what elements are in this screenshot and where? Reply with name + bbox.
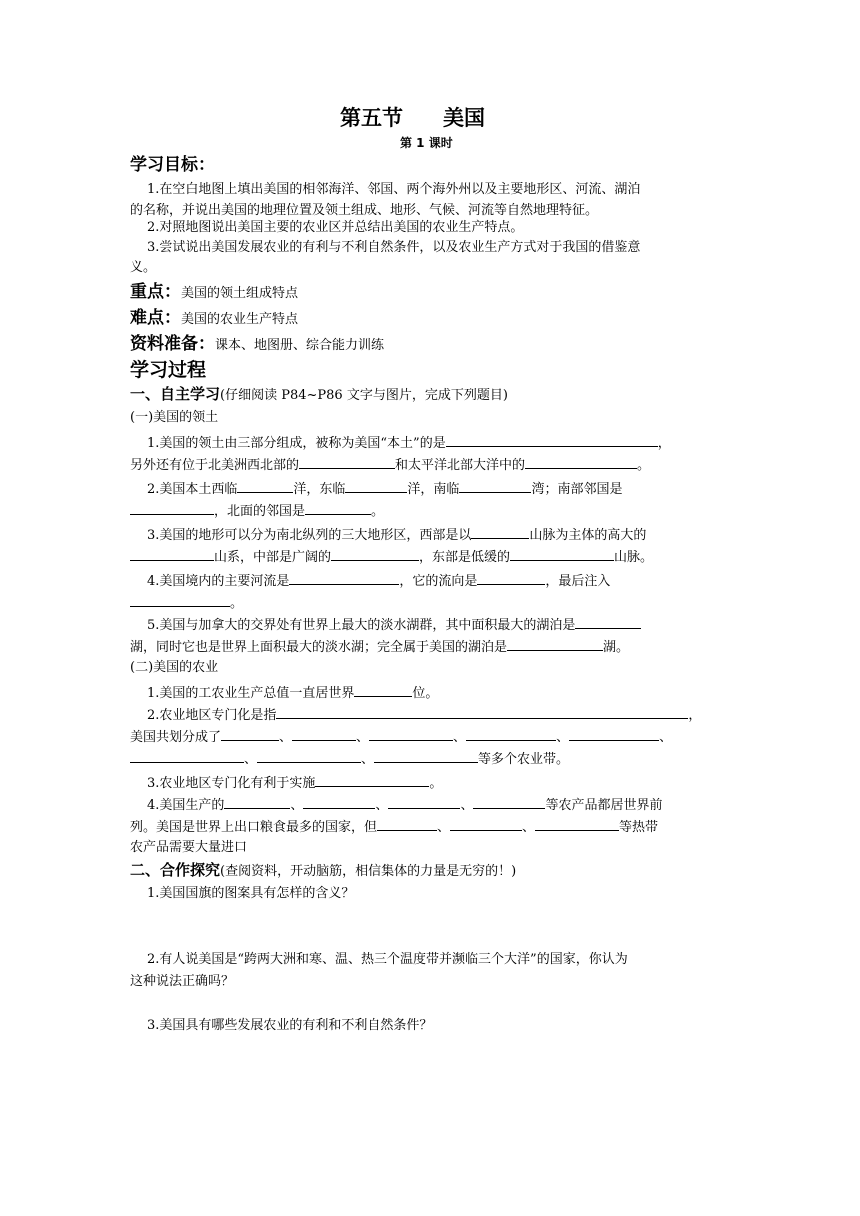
objective-1-line1: 1.在空白地图上填出美国的相邻海洋、邻国、两个海外州以及主要地形区、河流、湖泊 <box>147 182 641 197</box>
punct: 、 <box>356 730 370 745</box>
answer-blank[interactable] <box>292 726 356 741</box>
punct: 。 <box>230 596 244 611</box>
answer-blank[interactable] <box>289 570 399 585</box>
question-text: 3.美国的地形可以分为南北纵列的三大地形区，西部是以 <box>147 528 472 543</box>
question-text: 山系，中部是广阔的 <box>214 550 332 565</box>
punct: 、 <box>279 730 293 745</box>
answer-blank[interactable] <box>477 570 545 585</box>
country-label: 美国 <box>443 106 485 130</box>
agri-question-1 <box>147 682 438 704</box>
answer-blank[interactable] <box>130 500 214 515</box>
answer-blank[interactable] <box>374 748 478 763</box>
answer-blank[interactable] <box>575 614 641 629</box>
answer-blank[interactable] <box>388 794 460 809</box>
question-text: 5.美国与加拿大的交界处有世界上最大的淡水湖群，其中面积最大的湖泊是 <box>147 618 576 633</box>
part2-heading: 二、合作探究 <box>130 861 221 879</box>
question-text: 4.美国境内的主要河流是 <box>147 574 290 589</box>
question-text: 等多个农业带。 <box>478 752 570 767</box>
question-text: 和太平洋北部大洋中的 <box>395 458 526 473</box>
answer-blank[interactable] <box>369 726 453 741</box>
answer-blank[interactable] <box>130 546 214 561</box>
question-4-line1 <box>147 570 610 592</box>
answer-blank[interactable] <box>303 794 375 809</box>
materials-text: 课本、地图册、综合能力训练 <box>215 338 385 353</box>
question-text: 另外还有位于北美洲西北部的 <box>130 458 300 473</box>
materials-label: 资料准备： <box>130 334 215 354</box>
question-text: 湖，同时它也是世界上面积最大的淡水湖；完全属于美国的湖泊是 <box>130 640 508 655</box>
objective-3-line1: 3.尝试说出美国发展农业的有利与不利自然条件，以及农业生产方式对于我国的借鉴意 <box>147 240 641 255</box>
punct: ， <box>657 436 671 451</box>
answer-blank[interactable] <box>450 816 522 831</box>
punct: 、 <box>361 752 375 767</box>
question-text: 2.美国本土西临 <box>147 482 238 497</box>
answer-blank[interactable] <box>257 748 361 763</box>
question-text: ，北面的邻国是 <box>214 504 306 519</box>
question-text: 等农产品都居世界前 <box>545 798 663 813</box>
difficulty <box>130 308 298 330</box>
answer-blank[interactable] <box>471 524 529 539</box>
agri-question-4-line1 <box>147 794 662 816</box>
question-text: 等热带 <box>619 820 659 835</box>
explore-question-3: 3.美国具有哪些发展农业的有利和不利自然条件？ <box>147 1018 433 1033</box>
answer-blank[interactable] <box>535 816 619 831</box>
answer-blank[interactable] <box>507 636 603 651</box>
answer-blank[interactable] <box>466 726 556 741</box>
objectives-heading: 学习目标： <box>130 155 215 175</box>
agri-question-4-line2 <box>130 816 658 838</box>
agri-question-2-line3 <box>130 748 569 770</box>
question-text: ，最后注入 <box>545 574 611 589</box>
question-1-line1 <box>147 432 671 454</box>
answer-blank[interactable] <box>305 500 371 515</box>
answer-blank[interactable] <box>276 704 688 719</box>
part2-heading-line <box>130 860 516 882</box>
question-text: 湖。 <box>603 640 630 655</box>
agri-question-3 <box>147 772 442 794</box>
section-label: 第五节 <box>340 106 403 130</box>
answer-blank[interactable] <box>130 748 244 763</box>
part1-heading-line <box>130 384 508 406</box>
agri-question-2-line1 <box>147 704 701 726</box>
materials <box>130 334 384 356</box>
difficulty-text: 美国的农业生产特点 <box>181 312 299 327</box>
answer-blank[interactable] <box>525 454 637 469</box>
difficulty-label: 难点： <box>130 308 181 328</box>
question-text: 位。 <box>412 686 439 701</box>
answer-blank[interactable] <box>130 592 230 607</box>
page-title <box>340 104 485 132</box>
question-1-line2 <box>130 454 650 476</box>
answer-blank[interactable] <box>377 816 437 831</box>
question-text: 3.农业地区专门化有利于实施 <box>147 776 316 791</box>
objective-1-line2: 的名称，并说出美国的地理位置及领土组成、地形、气候、河流等自然地理特征。 <box>130 203 599 218</box>
punct: 、 <box>453 730 467 745</box>
objective-3-line2: 义。 <box>130 260 157 275</box>
question-text: 2.农业地区专门化是指 <box>147 708 277 723</box>
punct: 、 <box>460 798 474 813</box>
process-heading: 学习过程 <box>130 359 207 381</box>
question-2-line1 <box>147 478 622 500</box>
punct: 、 <box>437 820 451 835</box>
question-3-line2 <box>130 546 653 568</box>
explore-question-2-line2: 这种说法正确吗？ <box>130 974 235 989</box>
answer-blank[interactable] <box>345 478 407 493</box>
part2-note: (查阅资料，开动脑筋，相信集体的力量是无穷的！) <box>220 864 517 879</box>
part1-heading: 一、自主学习 <box>130 385 221 403</box>
question-text: 山脉。 <box>614 550 654 565</box>
agri-question-4-line3: 农产品需要大量进口 <box>130 840 248 855</box>
question-text: 列。美国是世界上出口粮食最多的国家，但 <box>130 820 378 835</box>
subsection-territory: (一)美国的领土 <box>130 410 219 425</box>
question-text: 1.美国的工农业生产总值一直居世界 <box>147 686 355 701</box>
punct: 、 <box>522 820 536 835</box>
punct: 。 <box>429 776 443 791</box>
key-point-text: 美国的领土组成特点 <box>181 286 299 301</box>
question-text: 洋，南临 <box>407 482 460 497</box>
question-5-line1 <box>147 614 641 636</box>
punct: 、 <box>244 752 258 767</box>
key-point <box>130 282 298 304</box>
lesson-label: 第 1 课时 <box>400 136 453 150</box>
answer-blank[interactable] <box>331 546 419 561</box>
agri-question-2-line2 <box>130 726 672 748</box>
answer-blank[interactable] <box>510 546 614 561</box>
part1-note: (仔细阅读 P84~P86 文字与图片，完成下列题目) <box>220 388 508 403</box>
question-2-line2 <box>130 500 384 522</box>
objective-2: 2.对照地图说出美国主要的农业区并总结出美国的农业生产特点。 <box>147 220 524 235</box>
question-text: 1.美国的领土由三部分组成，被称为美国“本土”的是 <box>147 436 446 451</box>
punct: 。 <box>637 458 651 473</box>
answer-blank[interactable] <box>221 726 279 741</box>
question-text: 4.美国生产的 <box>147 798 225 813</box>
question-text: ，它的流向是 <box>399 574 478 589</box>
answer-blank[interactable] <box>446 432 658 447</box>
punct: ， <box>688 708 702 723</box>
punct: 、 <box>556 730 570 745</box>
answer-blank[interactable] <box>237 478 293 493</box>
question-text: 美国共划分成了 <box>130 730 222 745</box>
punct: 、 <box>375 798 389 813</box>
key-point-label: 重点： <box>130 282 181 302</box>
explore-question-1: 1.美国国旗的图案具有怎样的含义？ <box>147 886 355 901</box>
answer-blank[interactable] <box>299 454 395 469</box>
question-5-line2 <box>130 636 629 658</box>
subsection-agriculture: (二)美国的农业 <box>130 660 219 675</box>
question-4-line2 <box>130 592 243 614</box>
question-text: 湾；南部邻国是 <box>531 482 623 497</box>
question-text: 山脉为主体的高大的 <box>529 528 647 543</box>
answer-blank[interactable] <box>473 794 545 809</box>
punct: 、 <box>659 730 673 745</box>
question-text: 洋，东临 <box>293 482 346 497</box>
explore-question-2-line1: 2.有人说美国是“跨两大洲和寒、温、热三个温度带并濒临三个大洋”的国家，你认为 <box>147 952 628 967</box>
answer-blank[interactable] <box>569 726 659 741</box>
answer-blank[interactable] <box>354 682 412 697</box>
question-text: ，东部是低缓的 <box>419 550 511 565</box>
punct: 。 <box>371 504 385 519</box>
answer-blank[interactable] <box>459 478 531 493</box>
punct: 、 <box>290 798 304 813</box>
answer-blank[interactable] <box>315 772 429 787</box>
question-3-line1 <box>147 524 646 546</box>
answer-blank[interactable] <box>224 794 290 809</box>
